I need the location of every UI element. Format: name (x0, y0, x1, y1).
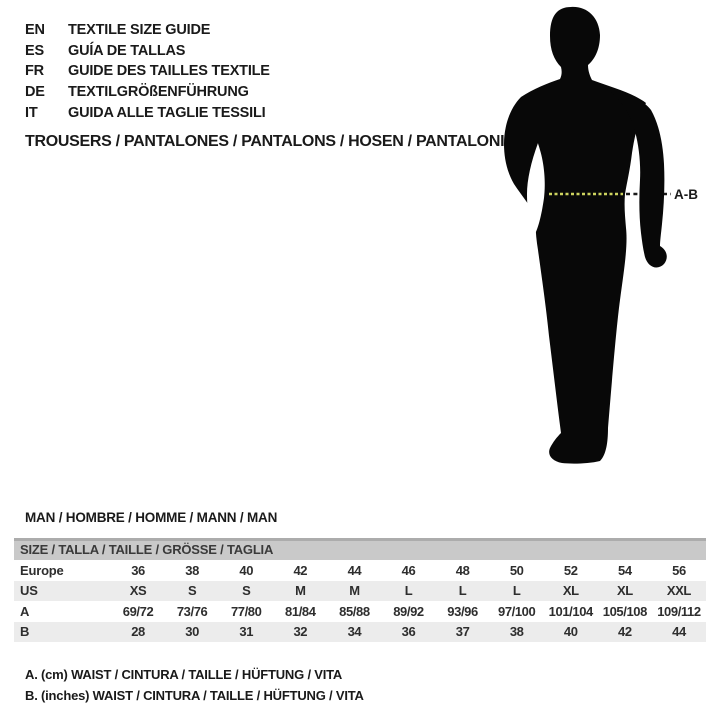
size-cell: L (404, 583, 413, 599)
size-cell: L (512, 583, 521, 599)
size-cell: L (458, 583, 467, 599)
size-cell: 40 (239, 562, 254, 578)
size-cell: 44 (672, 624, 686, 640)
size-cell: 56 (672, 562, 686, 578)
language-guide-title: TEXTILE SIZE GUIDE (68, 22, 211, 39)
size-cell: 28 (131, 624, 145, 640)
gender-title: MAN / HOMBRE / HOMME / MANN / MAN (25, 510, 278, 525)
language-code: EN (25, 22, 45, 39)
size-cell: 50 (509, 562, 524, 578)
table-row-b-inches (14, 622, 706, 643)
table-row-europe (14, 560, 706, 581)
language-guide-title: GUIDA ALLE TAGLIE TESSILI (68, 104, 266, 121)
language-code: ES (25, 42, 44, 59)
size-cell: 52 (563, 562, 578, 578)
language-code: DE (25, 84, 45, 101)
size-cell: 81/84 (285, 603, 316, 619)
language-code: FR (25, 63, 44, 80)
footnotes (25, 664, 364, 706)
size-cell: 77/80 (230, 603, 262, 619)
size-cell: 69/72 (122, 603, 154, 619)
size-cell: 105/108 (602, 603, 647, 619)
table-row-us (14, 581, 706, 602)
table-row-a-cm (14, 601, 706, 622)
size-cell: XXL (666, 583, 691, 599)
size-cell: 34 (347, 624, 362, 640)
size-cell: M (349, 583, 360, 599)
category-title: TROUSERS / PANTALONES / PANTALONS / HOSEN / PANTALONI (25, 133, 505, 150)
language-guide-title: GUÍA DE TALLAS (68, 42, 186, 59)
row-label: B (20, 624, 30, 640)
row-label: Europe (20, 562, 64, 578)
size-cell: 48 (455, 562, 470, 578)
size-cell: 85/88 (339, 603, 370, 619)
size-cell: 30 (185, 624, 199, 640)
size-cell: 36 (131, 562, 145, 578)
size-cell: XL (616, 583, 633, 599)
measurement-label: A-B (674, 187, 698, 202)
size-cell: XS (129, 583, 147, 599)
size-cell: 31 (239, 624, 254, 640)
footnote-b: B. (inches) WAIST / CINTURA / TAILLE / HÜFTUNG / VITA (25, 688, 364, 703)
size-cell: M (295, 583, 306, 599)
language-code: IT (25, 104, 38, 121)
size-cell: 46 (401, 562, 416, 578)
size-cell: 36 (401, 624, 416, 640)
footnote-a: A. (cm) WAIST / CINTURA / TAILLE / HÜFTUNG / VITA (25, 667, 343, 682)
size-cell: 38 (509, 624, 524, 640)
size-cell: 32 (293, 624, 308, 640)
size-table-header: SIZE / TALLA / TAILLE / GRÖSSE / TAGLIA (14, 538, 706, 560)
size-cell: 44 (347, 562, 362, 578)
size-cell: 54 (618, 562, 632, 578)
size-cell: 73/76 (176, 603, 208, 619)
language-guide-title: GUIDE DES TAILLES TEXTILE (68, 63, 270, 80)
size-cell: 97/100 (497, 603, 536, 619)
size-cell: 42 (293, 562, 308, 578)
language-guide-title: TEXTILGRÖßENFÜHRUNG (68, 84, 249, 101)
silhouette-body (504, 7, 646, 464)
size-cell: 38 (185, 562, 199, 578)
size-cell: 89/92 (393, 603, 424, 619)
size-table (14, 538, 706, 642)
size-cell: 37 (455, 624, 470, 640)
size-cell: S (187, 583, 197, 599)
size-cell: 93/96 (447, 603, 478, 619)
row-label: A (20, 603, 30, 619)
size-cell: 40 (563, 624, 578, 640)
size-cell: S (242, 583, 251, 599)
size-cell: 109/112 (657, 603, 701, 619)
size-cell: XL (562, 583, 579, 599)
size-cell: 101/104 (548, 603, 593, 619)
size-cell: 42 (618, 624, 632, 640)
row-label: US (20, 583, 38, 599)
